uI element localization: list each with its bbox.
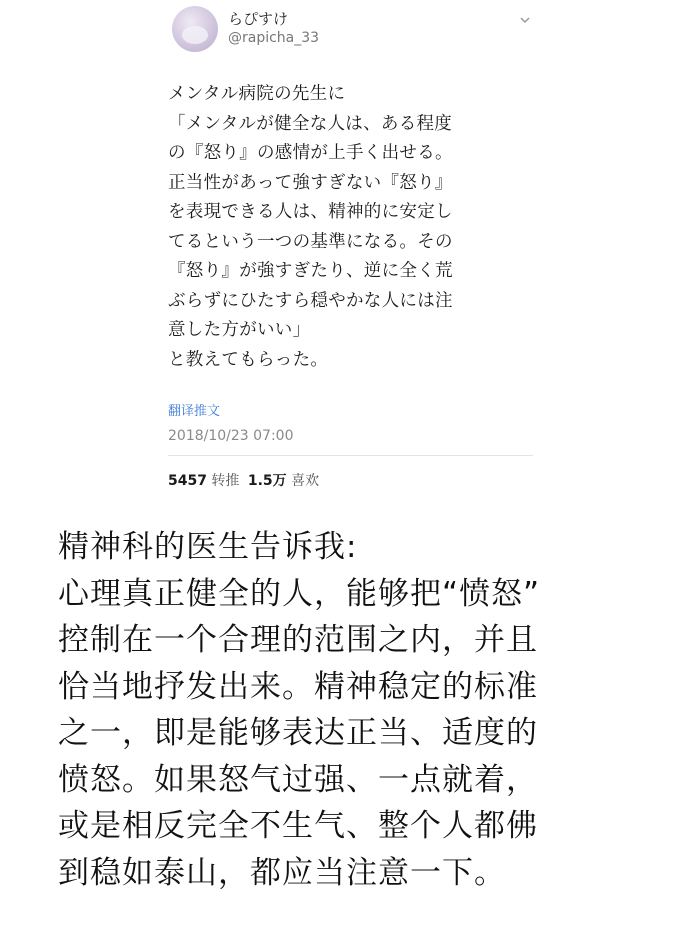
tweet-stats: [168, 470, 323, 490]
user-handle[interactable]: @rapicha_33: [228, 30, 320, 46]
tweet-card: [150, 0, 535, 505]
chinese-caption: 精神科的医生告诉我: 心理真正健全的人，能够把“愤怒” 控制在一个合理的范围之内，并且 恰当地抒发出来。精神稳定的标准 之一，即是能够表达正当、适度的 愤怒。如果怒气过强、一点就着， 或是相反完全不生气、整个人都佛 到稳如泰山，都应当注意一下。: [58, 529, 541, 891]
chevron-down-icon[interactable]: [519, 14, 531, 26]
tweet-body: メンタル病院の先生に 「メンタルが健全な人は、ある程度 の『怒り』の感情が上手く出せる。 正当性があって強すぎない『怒り』 を表現できる人は、精神的に安定し てるという一つの基準になる。その 『怒り』が強すぎたり、逆に全く荒 ぶらずにひたすら穏やかな人には注 意した方がいい」 と教えてもらった。: [168, 84, 453, 370]
avatar[interactable]: [172, 6, 218, 52]
divider: [168, 455, 533, 456]
like-count[interactable]: 1.5万: [247, 473, 287, 489]
display-name[interactable]: らぴすけ: [228, 10, 289, 28]
tweet-timestamp[interactable]: 2018/10/23 07:00: [168, 428, 294, 444]
like-label[interactable]: 喜欢: [291, 473, 320, 489]
translate-tweet-link[interactable]: 翻译推文: [168, 404, 221, 419]
retweet-label[interactable]: 转推: [211, 473, 240, 489]
retweet-count[interactable]: 5457: [168, 473, 207, 489]
